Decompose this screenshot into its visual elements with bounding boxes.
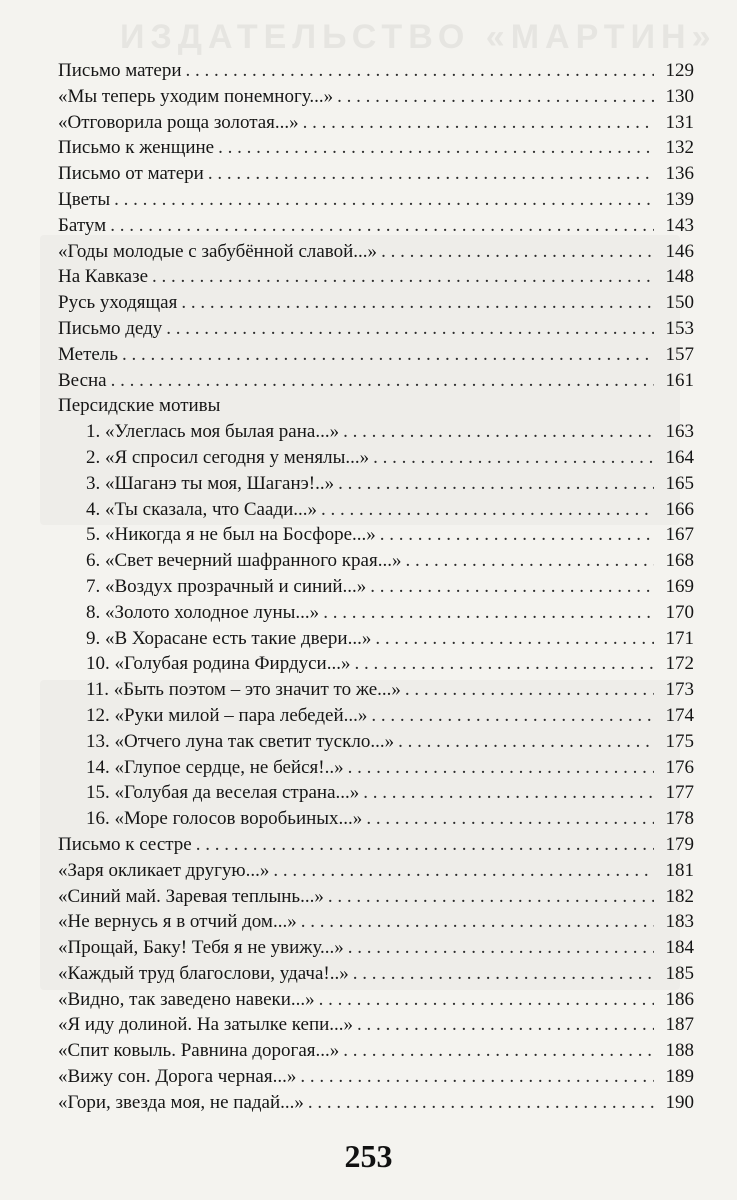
- toc-entry-page: 148: [665, 266, 694, 288]
- toc-dot-leader: [354, 651, 654, 677]
- toc-entry-title: 1. «Улеглась моя былая рана...»: [86, 421, 340, 443]
- toc-entry: [58, 858, 694, 884]
- toc-entry-title: Письмо к сестре: [58, 833, 192, 855]
- toc-dot-leader: [348, 935, 654, 961]
- toc-dot-leader: [363, 780, 654, 806]
- toc-entry: [58, 342, 694, 368]
- toc-entry: [58, 368, 694, 394]
- toc-entry-title: 7. «Воздух прозрачный и синий...»: [86, 575, 367, 597]
- toc-entry-page: 139: [665, 188, 694, 210]
- toc-entry-title: 15. «Голубая да веселая страна...»: [86, 782, 360, 804]
- toc-dot-leader: [405, 677, 654, 703]
- toc-entry: [58, 703, 694, 729]
- toc-entry-title: «Мы теперь уходим понемногу...»: [58, 85, 334, 107]
- toc-entry-title: Персидские мотивы: [58, 395, 221, 417]
- toc-entry-page: 165: [665, 472, 694, 494]
- toc-entry: [58, 213, 694, 239]
- toc-entry-page: 130: [665, 85, 694, 107]
- toc-entry: [58, 1090, 694, 1116]
- toc-entry-title: 6. «Свет вечерний шафранного края...»: [86, 550, 402, 572]
- toc-dot-leader: [181, 290, 654, 316]
- toc-entry-title: «Прощай, Баку! Тебя я не увижу...»: [58, 937, 344, 959]
- toc-entry-title: 10. «Голубая родина Фирдуси...»: [86, 653, 351, 675]
- toc-dot-leader: [208, 161, 654, 187]
- toc-entry-title: 11. «Быть поэтом – это значит то же...»: [86, 679, 401, 701]
- toc-entry-title: Метель: [58, 343, 118, 365]
- toc-entry: [58, 1012, 694, 1038]
- toc-entry-title: Цветы: [58, 188, 111, 210]
- toc-entry-title: «Заря окликает другую...»: [58, 859, 270, 881]
- toc-entry-page: 161: [665, 369, 694, 391]
- toc-entry: [58, 832, 694, 858]
- toc-entry-page: 183: [665, 911, 694, 933]
- toc-entry: [58, 755, 694, 781]
- toc-entry: [58, 935, 694, 961]
- toc-dot-leader: [381, 239, 654, 265]
- toc-dot-leader: [308, 1090, 654, 1116]
- toc-entry-page: 163: [665, 421, 694, 443]
- toc-entry-page: 182: [665, 885, 694, 907]
- toc-entry: [58, 187, 694, 213]
- show-through-publisher-header: ИЗДАТЕЛЬСТВО «МАРТИН»: [120, 18, 717, 56]
- toc-entry: [58, 600, 694, 626]
- toc-entry-title: Русь уходящая: [58, 292, 178, 314]
- toc-entry-title: «Спит ковыль. Равнина дорогая...»: [58, 1040, 340, 1062]
- toc-dot-leader: [186, 58, 655, 84]
- toc-entry-page: 168: [665, 550, 694, 572]
- toc-entry: [58, 677, 694, 703]
- toc-entry-page: 189: [665, 1066, 694, 1088]
- toc-entry-page: 143: [665, 214, 694, 236]
- toc-dot-leader: [303, 110, 654, 136]
- toc-entry-page: 170: [665, 601, 694, 623]
- toc-entry-title: Письмо деду: [58, 317, 163, 339]
- toc-dot-leader: [337, 84, 654, 110]
- toc-section-heading: [58, 393, 694, 419]
- toc-entry: [58, 884, 694, 910]
- toc-dot-leader: [405, 548, 654, 574]
- toc-entry-page: 178: [665, 808, 694, 830]
- toc-dot-leader: [300, 1064, 654, 1090]
- toc-entry-title: 16. «Море голосов воробьиных...»: [86, 808, 363, 830]
- table-of-contents: [58, 58, 694, 1116]
- toc-entry-page: 179: [665, 833, 694, 855]
- toc-entry-title: Весна: [58, 369, 107, 391]
- toc-dot-leader: [122, 342, 654, 368]
- toc-entry-page: 153: [665, 317, 694, 339]
- toc-entry: [58, 1064, 694, 1090]
- toc-entry-page: 174: [665, 704, 694, 726]
- toc-dot-leader: [273, 858, 654, 884]
- toc-entry-page: 166: [665, 498, 694, 520]
- toc-entry-page: 164: [665, 446, 694, 468]
- toc-entry-page: 169: [665, 575, 694, 597]
- toc-entry-page: 186: [665, 988, 694, 1010]
- toc-entry: [58, 316, 694, 342]
- toc-entry-page: 171: [665, 627, 694, 649]
- toc-dot-leader: [380, 522, 654, 548]
- toc-dot-leader: [348, 755, 654, 781]
- toc-entry: [58, 471, 694, 497]
- toc-entry: [58, 239, 694, 265]
- toc-entry-page: 185: [665, 962, 694, 984]
- toc-entry-title: 8. «Золото холодное луны...»: [86, 601, 320, 623]
- toc-entry: [58, 110, 694, 136]
- toc-dot-leader: [371, 703, 654, 729]
- toc-entry-page: 136: [665, 163, 694, 185]
- toc-entry: [58, 58, 694, 84]
- toc-dot-leader: [375, 626, 654, 652]
- toc-entry-page: 157: [665, 343, 694, 365]
- toc-dot-leader: [343, 1038, 654, 1064]
- toc-entry: [58, 1038, 694, 1064]
- toc-entry-title: «Видно, так заведено навеки...»: [58, 988, 315, 1010]
- toc-dot-leader: [357, 1012, 654, 1038]
- toc-entry-title: 3. «Шаганэ ты моя, Шаганэ!..»: [86, 472, 335, 494]
- toc-dot-leader: [353, 961, 654, 987]
- toc-dot-leader: [321, 497, 654, 523]
- toc-entry-title: 14. «Глупое сердце, не бейся!..»: [86, 756, 344, 778]
- toc-entry: [58, 264, 694, 290]
- toc-entry-page: 129: [665, 60, 694, 81]
- toc-dot-leader: [398, 729, 654, 755]
- toc-entry-page: 172: [665, 653, 694, 675]
- toc-entry: [58, 626, 694, 652]
- toc-entry-page: 132: [665, 137, 694, 159]
- toc-dot-leader: [343, 419, 654, 445]
- toc-entry-page: 190: [665, 1091, 694, 1113]
- toc-entry: [58, 729, 694, 755]
- toc-entry-title: «Отговорила роща золотая...»: [58, 111, 299, 133]
- toc-entry-title: «Я иду долиной. На затылке кепи...»: [58, 1014, 354, 1036]
- toc-entry: [58, 497, 694, 523]
- toc-entry-title: Письмо матери: [58, 60, 182, 81]
- toc-entry-title: «Гори, звезда моя, не падай...»: [58, 1091, 304, 1113]
- toc-dot-leader: [373, 445, 654, 471]
- toc-entry: [58, 909, 694, 935]
- toc-dot-leader: [152, 264, 654, 290]
- toc-entry: [58, 290, 694, 316]
- toc-entry-page: 167: [665, 524, 694, 546]
- toc-entry-title: Батум: [58, 214, 107, 236]
- toc-entry-page: 187: [665, 1014, 694, 1036]
- toc-dot-leader: [323, 600, 654, 626]
- toc-entry-title: 2. «Я спросил сегодня у менялы...»: [86, 446, 370, 468]
- toc-entry: [58, 651, 694, 677]
- toc-dot-leader: [218, 135, 654, 161]
- toc-entry-page: 175: [665, 730, 694, 752]
- toc-entry-page: 181: [665, 859, 694, 881]
- toc-entry-title: «Каждый труд благослови, удача!..»: [58, 962, 349, 984]
- toc-dot-leader: [366, 806, 654, 832]
- toc-entry-title: Письмо от матери: [58, 163, 204, 185]
- toc-entry-page: 188: [665, 1040, 694, 1062]
- toc-entry-page: 184: [665, 937, 694, 959]
- toc-dot-leader: [319, 987, 654, 1013]
- toc-dot-leader: [166, 316, 654, 342]
- toc-entry-title: «Годы молодые с забубённой славой...»: [58, 240, 378, 262]
- toc-dot-leader: [328, 884, 654, 910]
- toc-entry-title: «Не вернусь я в отчий дом...»: [58, 911, 297, 933]
- toc-entry-title: На Кавказе: [58, 266, 149, 288]
- toc-entry-title: 5. «Никогда я не был на Босфоре...»: [86, 524, 376, 546]
- toc-entry: [58, 84, 694, 110]
- toc-entry-title: 9. «В Хорасане есть такие двери...»: [86, 627, 372, 649]
- toc-entry: [58, 987, 694, 1013]
- toc-entry: [58, 445, 694, 471]
- toc-dot-leader: [196, 832, 654, 858]
- toc-entry: [58, 961, 694, 987]
- toc-entry-title: Письмо к женщине: [58, 137, 215, 159]
- toc-entry: [58, 161, 694, 187]
- toc-dot-leader: [370, 574, 654, 600]
- toc-entry-title: 13. «Отчего луна так светит тускло...»: [86, 730, 395, 752]
- toc-entry-title: «Синий май. Заревая теплынь...»: [58, 885, 324, 907]
- toc-entry: [58, 135, 694, 161]
- toc-entry: [58, 780, 694, 806]
- toc-dot-leader: [114, 187, 654, 213]
- toc-entry-page: 176: [665, 756, 694, 778]
- toc-entry: [58, 419, 694, 445]
- toc-entry-page: 146: [665, 240, 694, 262]
- toc-entry: [58, 548, 694, 574]
- toc-entry-page: 177: [665, 782, 694, 804]
- toc-entry: [58, 574, 694, 600]
- toc-entry-page: 173: [665, 679, 694, 701]
- toc-entry-title: 4. «Ты сказала, что Саади...»: [86, 498, 317, 520]
- toc-dot-leader: [301, 909, 654, 935]
- page-number: 253: [344, 1138, 393, 1174]
- toc-entry-title: 12. «Руки милой – пара лебедей...»: [86, 704, 368, 726]
- toc-dot-leader: [110, 213, 654, 239]
- toc-entry-title: «Вижу сон. Дорога черная...»: [58, 1066, 297, 1088]
- toc-dot-leader: [338, 471, 654, 497]
- toc-entry: [58, 806, 694, 832]
- toc-dot-leader: [111, 368, 654, 394]
- toc-entry-page: 150: [665, 292, 694, 314]
- toc-entry: [58, 522, 694, 548]
- toc-entry-page: 131: [665, 111, 694, 133]
